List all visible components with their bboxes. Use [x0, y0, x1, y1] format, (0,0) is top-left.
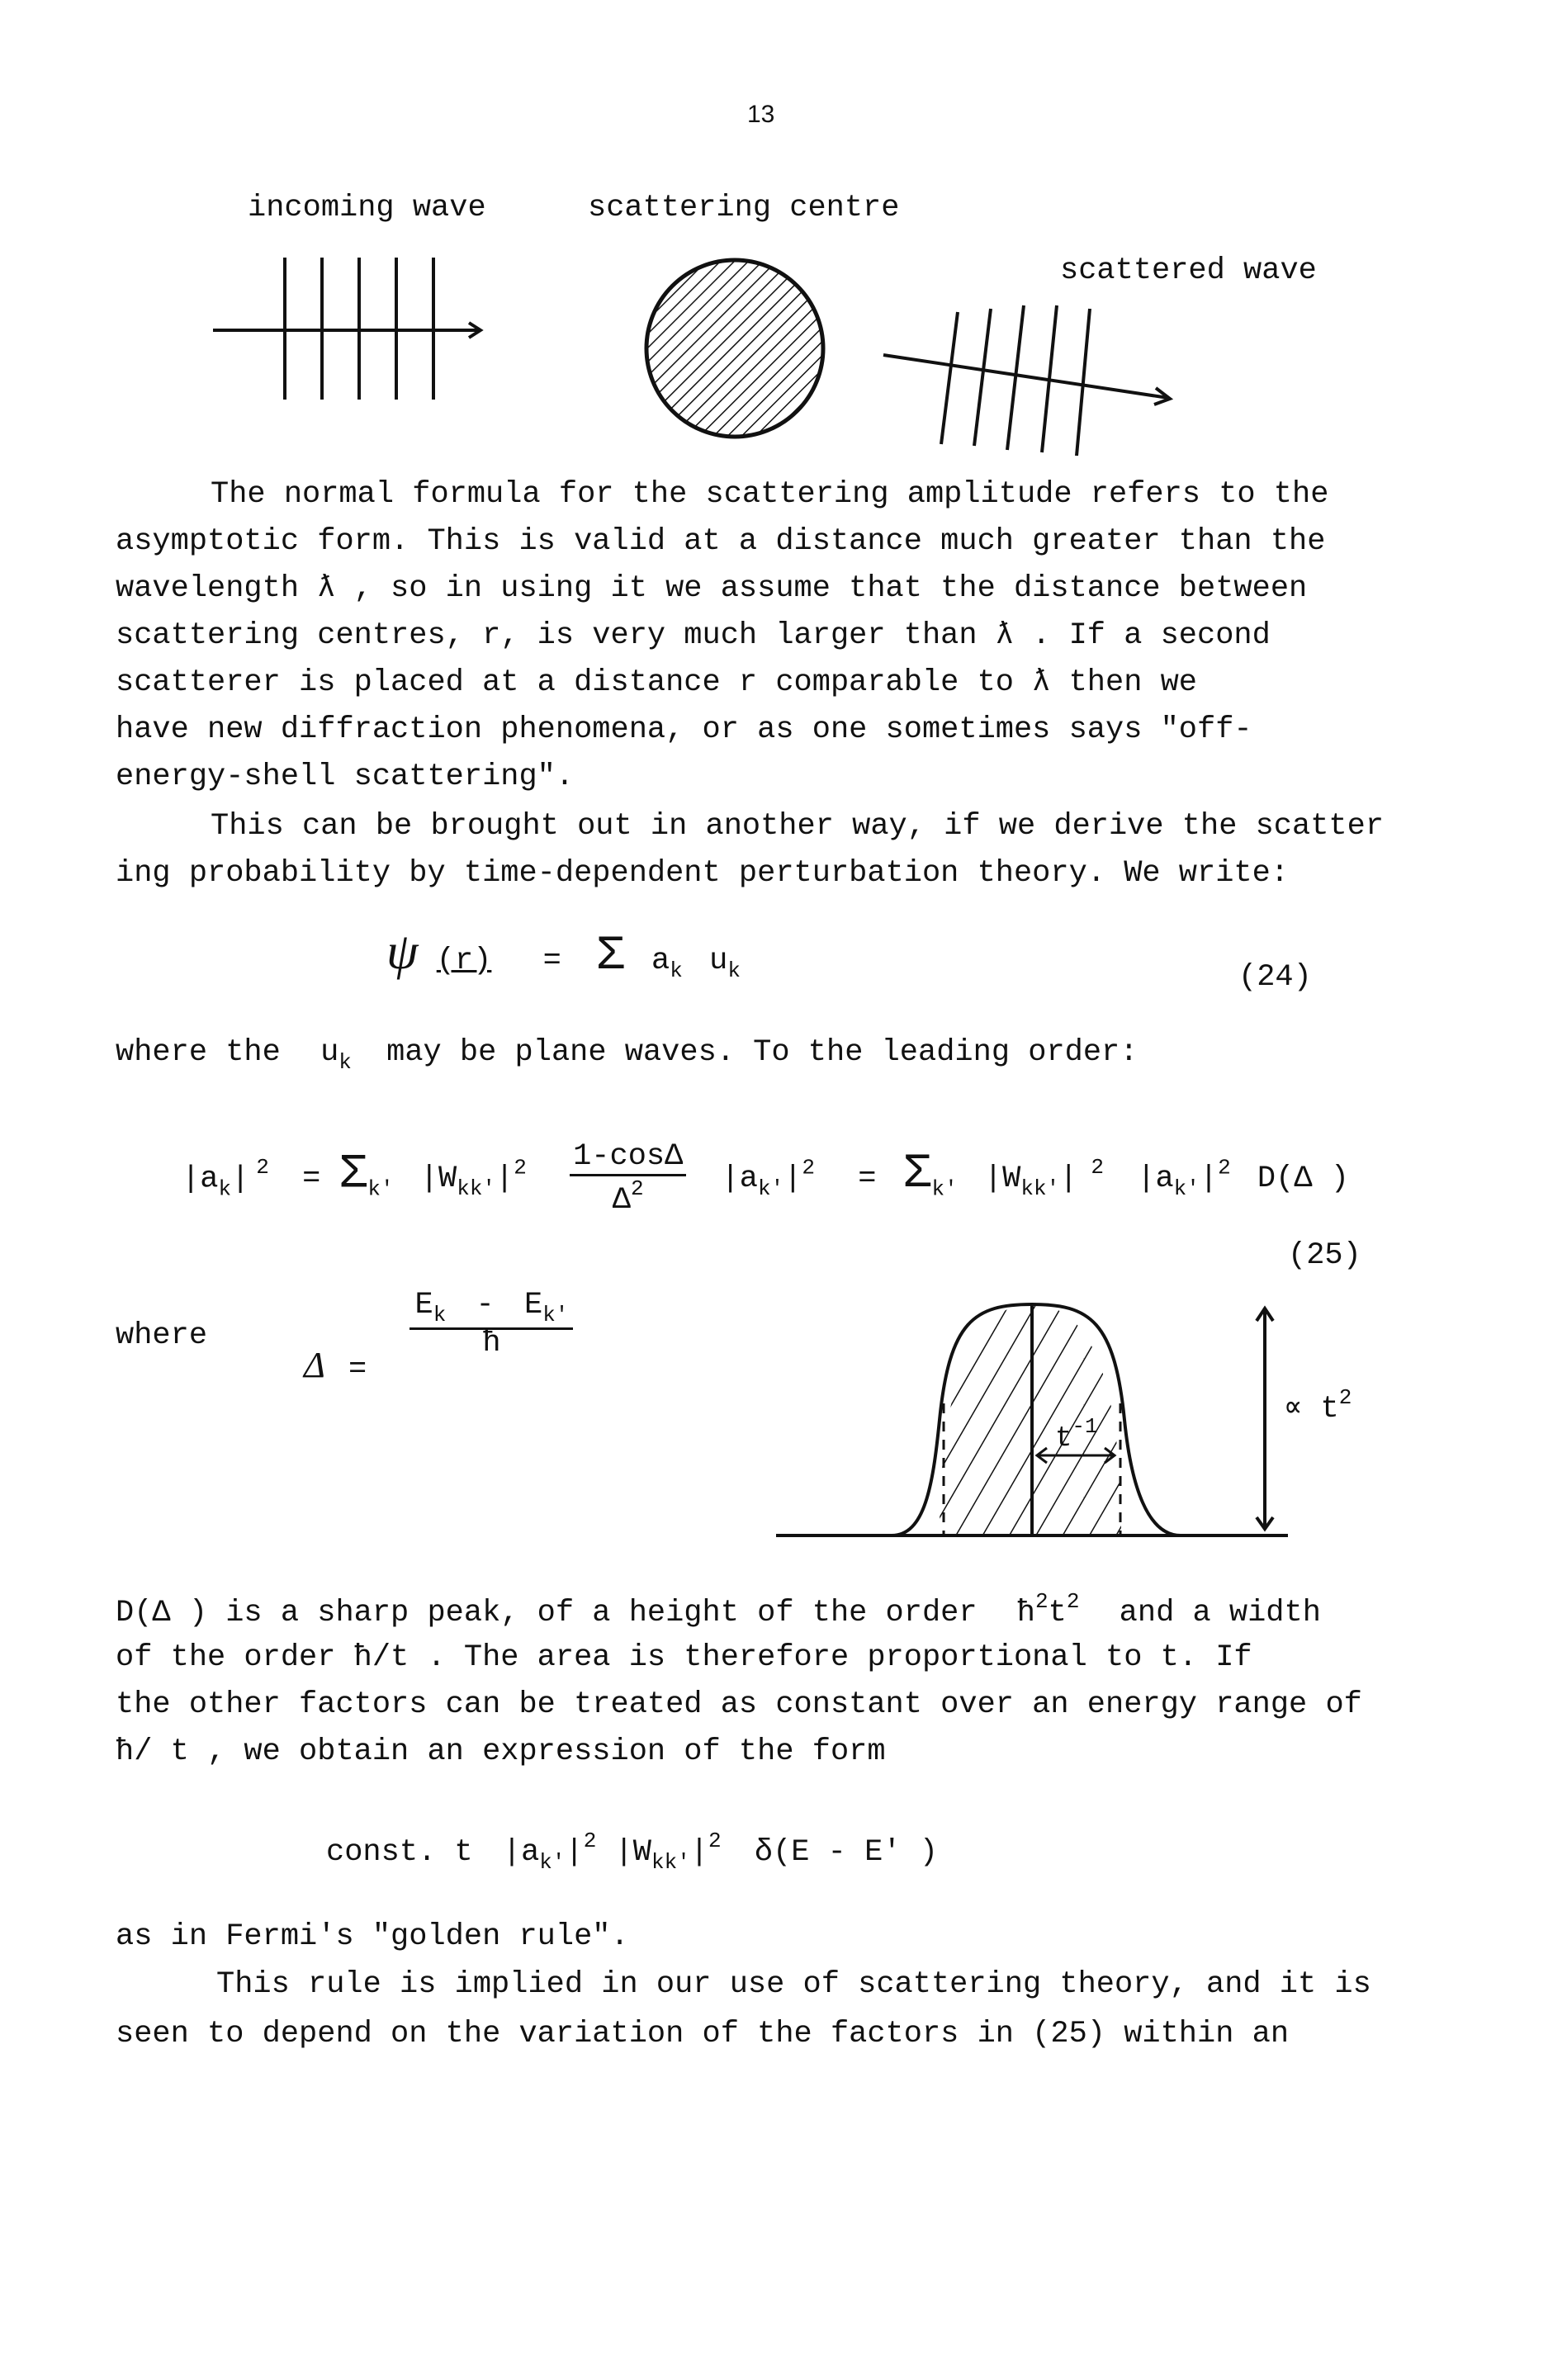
eq25-w-1: $|W_{kk'}|$ — [419, 1162, 514, 1202]
eq25-w-1-square: 2 — [514, 1155, 527, 1181]
where-uk-sub: k — [338, 1050, 352, 1075]
golden-rule-expression: const. t $|a_{k'}|^2$ $|W_{kk'}|^2$ δ(E - E' ) — [326, 1829, 938, 1875]
eq25-akp-1: $|a_{k'}|$ — [721, 1162, 802, 1202]
eq25-sum-1: Σ — [338, 1147, 368, 1202]
golden-w: $|W_{kk'}|$ — [614, 1835, 709, 1875]
basis-u: u — [709, 944, 728, 978]
eq25-equals-1: = — [302, 1162, 321, 1197]
paragraph4-line1: as in Fermi's "golden rule". — [116, 1919, 629, 1954]
fraction-denominator: $\Delta^2$ — [612, 1176, 644, 1218]
eq25-equals-2: = — [858, 1162, 877, 1197]
paragraph1-line4: scattering centres, r, is very much larger than ƛ . If a second — [116, 618, 1271, 653]
paragraph2-line2: ing probability by time-dependent perturbation theory. We write: — [116, 856, 1290, 891]
where-uk-pre: where the — [116, 1035, 281, 1070]
paragraph1-line2: asymptotic form. This is valid at a distance much greater than the — [116, 524, 1326, 559]
paragraph1-line3: wavelength ƛ , so in using it we assume that the distance between — [116, 571, 1308, 606]
paragraph3-line2: of the order ħ/t . The area is therefore proportional to t. If — [116, 1640, 1252, 1675]
label-scattered-wave: scattered wave — [1060, 253, 1317, 288]
paragraph3-line1: D(Δ ) is a sharp peak, of a height of the order $ħ^2t^2$ and a width — [116, 1589, 1321, 1630]
paragraph3-line4: ħ/ t , we obtain an expression of the form — [116, 1734, 886, 1769]
label-scattering-centre: scattering centre — [588, 191, 900, 225]
delta-equals: = — [348, 1352, 367, 1387]
basis-u-sub: k — [727, 958, 741, 983]
psi-symbol: ψ — [386, 924, 419, 980]
peak-width-label: $t^{-1}$ — [1055, 1414, 1098, 1455]
lhs-square: 2 — [256, 1155, 269, 1181]
eq25-akp-2-square: 2 — [1218, 1155, 1231, 1181]
eq25-sum-1-sub: k' — [367, 1176, 394, 1202]
eq25-sum-2: Σ — [902, 1147, 932, 1202]
paragraph2-line1: This can be brought out in another way, if we derive the scatter — [211, 809, 1385, 844]
paragraph1-line6: have new diffraction phenomena, or as one sometimes says "off- — [116, 712, 1252, 747]
peak-height-label: ∝ $t^2$ — [1284, 1385, 1352, 1427]
lhs-abs: | — [182, 1162, 201, 1197]
paragraph1-line1: The normal formula for the scattering amplitude refers to the — [211, 477, 1329, 512]
eq25-akp-1-square: 2 — [802, 1155, 816, 1181]
delta-symbol: Δ — [304, 1345, 325, 1385]
equals-sign: = — [542, 944, 561, 978]
delta-denominator: ħ — [482, 1326, 501, 1360]
where-delta-word: where — [116, 1318, 208, 1353]
fraction-numerator: 1-cosΔ — [570, 1139, 686, 1176]
label-incoming-wave: incoming wave — [248, 191, 486, 225]
eq25-D: D(Δ ) — [1257, 1162, 1349, 1197]
lhs-abs-close: | — [231, 1162, 250, 1197]
page-number: 13 — [747, 101, 775, 128]
eq25-w-2-square: 2 — [1091, 1155, 1104, 1181]
sum-symbol: Σ — [596, 930, 625, 983]
where-uk-post: may be plane waves. To the leading order: — [386, 1035, 1139, 1070]
paragraph4-line3: seen to depend on the variation of the factors in (25) within an — [116, 2017, 1290, 2051]
coef-a: a — [651, 944, 670, 978]
psi-argument: (r) — [436, 944, 492, 978]
equation-24-number: (24) — [1238, 960, 1312, 995]
golden-delta: δ(E - E' ) — [754, 1835, 938, 1870]
coef-a-sub: k — [670, 958, 683, 983]
golden-const: const. t — [326, 1835, 473, 1870]
eq25-w-2: $|W_{kk'}|$ — [983, 1162, 1078, 1202]
paragraph1-line5: scatterer is placed at a distance r comparable to ƛ then we — [116, 665, 1198, 700]
eq25-akp-2: $|a_{k'}|$ — [1137, 1162, 1219, 1202]
paragraph1-line7: energy-shell scattering". — [116, 759, 575, 794]
golden-akp: $|a_{k'}|$ — [502, 1835, 584, 1875]
delta-numerator: $E_k - E_{k'}$ — [409, 1288, 573, 1330]
eq25-sum-2-sub: k' — [931, 1176, 958, 1202]
lhs-a: a — [200, 1162, 219, 1197]
paragraph4-line2: This rule is implied in our use of scattering theory, and it is — [216, 1967, 1371, 2002]
lhs-a-sub: k — [218, 1176, 232, 1202]
equation-25-number: (25) — [1288, 1238, 1361, 1273]
paragraph3-line3: the other factors can be treated as constant over an energy range of — [116, 1687, 1362, 1722]
where-uk-u: u — [320, 1035, 339, 1070]
